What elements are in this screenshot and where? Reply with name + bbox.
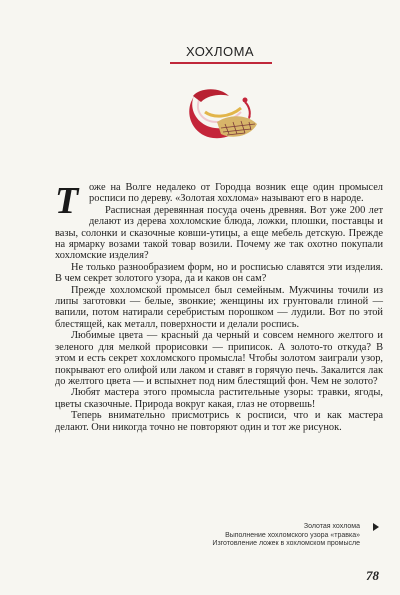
- caption-3: Изготовление ложек в хохломском промысле: [212, 540, 360, 547]
- chapter-title: ХОХЛОМА: [186, 44, 255, 59]
- caption-2: Выполнение хохломского узора «травка»: [225, 531, 360, 539]
- paragraph-3: Не только разнообразием форм, но и росписью славятся эти изделия. В чем секрет золотого узора, да и каков он сам?: [55, 261, 383, 285]
- golden-hohloma-spoon-illustration: [185, 84, 263, 146]
- article-text: [55, 182, 383, 433]
- paragraph-7: Теперь внимательно присмотрись к росписи, что и как мастера делают. Они никогда точно не повторяют один и тот же рисунок.: [55, 410, 383, 433]
- paragraph-2: Расписная деревянная посуда очень древняя. Вот уже 200 лет делают из дерева хохломские блюда, ложки, плошки, поставцы и вазы, солонки и сказочные ковши-утицы, а еще мебель детскую. Прежде на ярмарку возами такой товар возили. Почему же так охотно покупали хохломские изделия?: [55, 204, 383, 262]
- caption-arrow-icon: [373, 523, 379, 531]
- caption-1: Золотая хохлома: [303, 523, 360, 530]
- paragraph-4: Прежде хохломской промысел был семейным. Мужчины точили из липы заготовки — белые, звонкие; женщины их грунтовали глиной — вапили, потом натирали серебристым порошком — лудили. Вот по этой блестящей, как металл, поверхности и делали роспись.: [55, 284, 383, 330]
- figure-captions: [130, 523, 360, 549]
- svg-text:Т: Т: [55, 183, 79, 217]
- paragraph-5: Любимые цвета — красный да черный и совсем немного желтого и зеленого для мелкой прорисовки — приписок. А золото-то откуда? В этом и есть секрет хохломского промысла! Чтобы золотом заиграли узор, покрывают его олифой или лаком и ставят в горячую печь. Закалится лак до желтого цвета — и вспыхнет под ним блестящий фон. Чем не золото?: [55, 330, 383, 387]
- title-underline: [170, 62, 272, 64]
- page-number: 78: [366, 568, 379, 583]
- paragraph-1-text: оже на Волге недалеко от Городца возник еще один промысел росписи по дереву. «Золотая хохлома» называют его в народе.: [89, 182, 383, 205]
- paragraph-6: Любят мастера этого промысла растительные узоры: травки, ягоды, цветы сказочные. Природа вокруг какая, глаз не оторвешь!: [55, 387, 383, 410]
- paragraph-1: [55, 182, 383, 217]
- dropcap-letter: [53, 183, 83, 217]
